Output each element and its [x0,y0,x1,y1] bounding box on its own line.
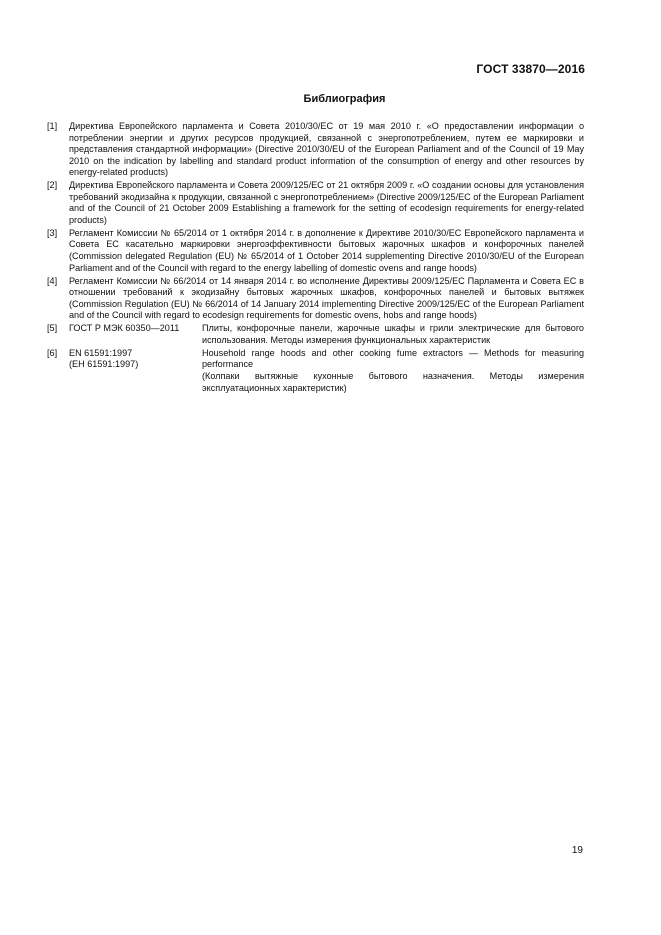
entry-number: [4] [47,275,58,286]
page-number: 19 [571,845,583,856]
standard-title [202,323,584,346]
bibliography-entry-6 [47,348,584,394]
designation-line: (ЕН 61591:1997) [69,359,139,370]
entry-number: [6] [47,347,58,358]
standard-designation [69,348,202,394]
entry-text: Директива Европейского парламента и Совета 2010/30/ЕС от 19 мая 2010 г. «О предоставлении информации о потреблении энергии и других ресурсов продукцией, связанной с энергопотреблением, путем ее маркировки и представления стандартной информации» (Directive 2010/30/EU of the European Parliament and of the Council of 19 May 2010 on the indication by labelling and standard product information of the consumption of energy and other resources by energy-related products) [69,121,584,178]
entry-number: [2] [47,180,58,191]
designation-line: EN 61591:1997 [69,347,133,358]
bibliography-entry-5 [47,323,584,346]
title-line: (Колпаки вытяжные кухонные бытового назначения. Методы измерения эксплуатационных характеристик) [202,370,584,393]
bibliography-entry-1 [47,121,584,179]
standard-title [202,348,584,394]
bibliography-list [47,121,584,396]
title-line: Плиты, конфорочные панели, жарочные шкафы и грили электрические для бытового использования. Методы измерения функциональных характеристик [202,323,584,345]
entry-text: Регламент Комиссии № 65/2014 от 1 октября 2014 г. в дополнение к Директиве 2010/30/ЕС Европейского парламента и Совета ЕС касательно маркировки энергоэффективности бытовых жарочных шкафов и конфорочных панелей (Commission delegated Regulation (EU) № 65/2014 of 1 October 2014 supplementing Directive 2010/30/EU of the European Parliament and of the Council with regard to the energy labelling of domestic ovens and range hoods) [69,227,584,273]
designation-line: ГОСТ Р МЭК 60350—2011 [69,323,180,334]
entry-number: [5] [47,323,58,334]
bibliography-entry-3 [47,228,584,274]
entry-text: Директива Европейского парламента и Совета 2009/125/ЕС от 21 октября 2009 г. «О создании основы для установления требований экодизайна к продукции, связанной с энергопотреблением» (Directive 2009/125/EC of the European Parliament and of the Council of 21 October 2009 Establishing a framework for the setting of ecodesign requirements for energy-related products) [69,180,584,225]
standard-designation [69,323,202,346]
entry-text: Регламент Комиссии № 66/2014 от 14 января 2014 г. во исполнение Директивы 2009/125/ЕС Парламента и Совета ЕС в отношении требований к экодизайну бытовых жарочных шкафов, конфорочных панелей и бытовых вытяжек (Commission Regulation (EU) № 66/2014 of 14 January 2014 implementing Directive 2009/125/EC of the European Parliament and of the Council with regard to ecodesign requirements for domestic ovens, hobs and range hoods) [69,275,584,321]
entry-number: [3] [47,227,58,238]
bibliography-entry-2 [47,180,584,226]
section-title: Библиография [303,93,386,105]
bibliography-entry-4 [47,276,584,322]
entry-number: [1] [47,121,58,131]
document-code: ГОСТ 33870—2016 [476,62,585,76]
title-line: Household range hoods and other cooking fume extractors — Methods for measuring performance [202,347,584,370]
